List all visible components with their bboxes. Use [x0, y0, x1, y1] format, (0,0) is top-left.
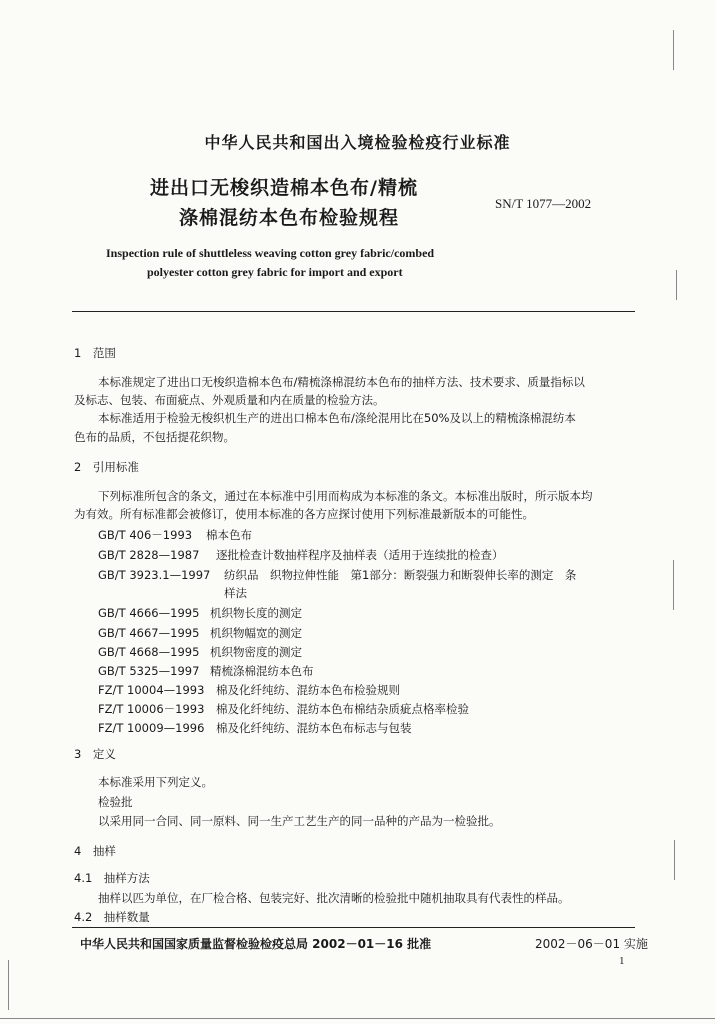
- reference-code: GB/T 4667—1995: [98, 626, 200, 640]
- standard-number: SN/T 1077—2002: [495, 196, 592, 211]
- scan-edge-mark: [674, 840, 675, 880]
- subsection-4-2-heading: 4.2 抽样数量: [74, 910, 150, 924]
- definition-text: 以采用同一合同、同一原料、同一生产工艺生产的同一品种的产品为一检验批。: [98, 814, 501, 828]
- reference-item: [98, 527, 252, 543]
- section-2-para-line1: 下列标准所包含的条文，通过在本标准中引用而构成为本标准的条文。本标准出版时，所示版本均: [98, 489, 593, 503]
- section-2-heading: 2 引用标准: [74, 460, 139, 474]
- section-3-intro: 本标准采用下列定义。: [98, 775, 213, 789]
- reference-title: 逐批检查计数抽样程序及抽样表（适用于连续批的检查）: [216, 548, 504, 562]
- header-divider: [72, 311, 635, 312]
- standard-title-en-line1: Inspection rule of shuttleless weaving cotton grey fabric/combed: [106, 246, 435, 260]
- section-1-para1-line2: 及标志、包装、布面疵点、外观质量和内在质量的检验方法。: [74, 393, 385, 407]
- section-1-para1-line1: 本标准规定了进出口无梭织造棉本色布/精梳涤棉混纺本色布的抽样方法、技术要求、质量指标以: [98, 375, 585, 389]
- implementation-date: 2002－06－01 实施: [535, 937, 648, 951]
- section-1-heading: 1 范围: [74, 346, 116, 360]
- scan-edge-mark: [673, 560, 674, 610]
- section-4-heading: 4 抽样: [74, 844, 116, 858]
- approval-line: 中华人民共和国国家质量监督检验检疫总局 2002－01－16 批准: [80, 937, 432, 951]
- reference-code: GB/T 4666—1995: [98, 606, 200, 620]
- scan-edge-mark: [676, 270, 677, 300]
- standard-title-cn-line1: 进出口无梭织造棉本色布/精梳: [150, 177, 418, 199]
- reference-code: GB/T 3923.1—1997: [98, 568, 211, 582]
- reference-title: 机织物长度的测定: [210, 606, 302, 620]
- reference-title: 棉及化纤纯纺、混纺本色布检验规则: [216, 683, 400, 697]
- reference-item: [98, 567, 576, 583]
- reference-item: [98, 605, 302, 621]
- issuing-body-title: 中华人民共和国出入境检验检疫行业标准: [204, 133, 511, 152]
- standard-title-cn-line2: 涤棉混纺本色布检验规程: [179, 207, 400, 229]
- subsection-4-1-text: 抽样以匹为单位，在厂检合格、包装完好、批次清晰的检验批中随机抽取具有代表性的样品。: [98, 891, 570, 905]
- reference-item: [98, 663, 314, 679]
- standard-title-en-line2: polyester cotton grey fabric for import and export: [147, 265, 403, 279]
- reference-title: 纺织品 织物拉伸性能 第1部分：断裂强力和断裂伸长率的测定 条: [224, 568, 577, 582]
- reference-title: 精梳涤棉混纺本色布: [210, 664, 314, 678]
- reference-item: [98, 644, 302, 660]
- reference-item: [98, 625, 302, 641]
- reference-title: 棉及化纤纯纺、混纺本色布棉结杂质疵点格率检验: [216, 702, 469, 716]
- reference-code: FZ/T 10004—1993: [98, 683, 205, 697]
- reference-code: GB/T 406－1993: [98, 528, 193, 542]
- section-1-para2-line1: 本标准适用于检验无梭织机生产的进出口棉本色布/涤纶混用比在50%及以上的精梳涤棉混纺本: [98, 411, 576, 425]
- definition-term: 检验批: [98, 795, 133, 809]
- page-number: 1: [619, 955, 625, 967]
- section-3-heading: 3 定义: [74, 747, 116, 761]
- reference-title-continuation: 样法: [224, 586, 247, 600]
- reference-title: 机织物幅宽的测定: [210, 626, 302, 640]
- reference-code: GB/T 2828—1987: [98, 548, 200, 562]
- section-1-para2-line2: 色布的品质，不包括提花织物。: [74, 430, 235, 444]
- footer-divider: [72, 927, 635, 928]
- subsection-4-1-heading: 4.1 抽样方法: [74, 871, 150, 885]
- reference-code: GB/T 5325—1997: [98, 664, 200, 678]
- reference-item: [98, 720, 412, 736]
- reference-title: 棉本色布: [206, 528, 252, 542]
- reference-code: GB/T 4668—1995: [98, 645, 200, 659]
- scan-edge-mark: [673, 30, 674, 70]
- reference-item: [98, 701, 469, 717]
- reference-code: FZ/T 10009—1996: [98, 721, 205, 735]
- reference-code: FZ/T 10006－1993: [98, 702, 205, 716]
- reference-title: 机织物密度的测定: [210, 645, 302, 659]
- scan-edge-mark: [0, 1018, 715, 1019]
- reference-item: [98, 682, 400, 698]
- section-2-para-line2: 为有效。所有标准都会被修订，使用本标准的各方应探讨使用下列标准最新版本的可能性。: [74, 507, 534, 521]
- reference-item: [98, 547, 504, 563]
- scan-edge-mark: [8, 960, 9, 1010]
- reference-title: 棉及化纤纯纺、混纺本色布标志与包装: [216, 721, 412, 735]
